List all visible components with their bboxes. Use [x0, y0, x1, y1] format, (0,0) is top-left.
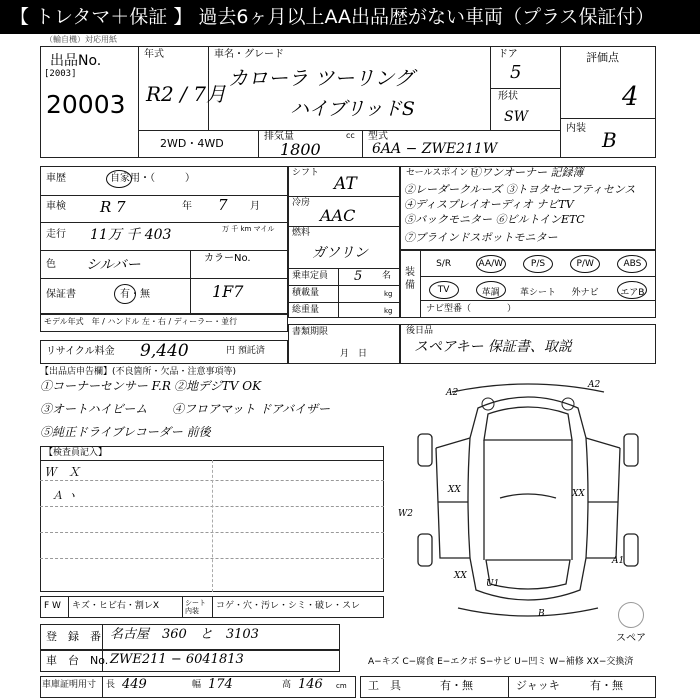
equipment-circle: [570, 255, 600, 273]
history-label: 車歴: [46, 173, 66, 184]
sales-point-3: ④ディスプレイオーディオ ナビTV: [404, 198, 574, 211]
interior-label: 内装: [566, 123, 586, 134]
cert-unit: cm: [336, 682, 347, 690]
fw-label: F W: [44, 601, 61, 611]
equipment-item: P/S: [530, 259, 546, 269]
equipment-item: AA/W: [478, 259, 504, 269]
load-label: 積載量: [292, 288, 320, 298]
equipment-item: 革調: [481, 288, 500, 298]
chassis-label: 車 台 No.: [46, 654, 109, 667]
aircon-label: 冷房: [292, 198, 311, 208]
jack-options: 有・無: [590, 679, 623, 692]
recycle-label: リサイクル料金: [46, 346, 115, 357]
inspection-year-label: 年: [182, 201, 192, 212]
mileage-value: 11万 千 403: [90, 227, 172, 243]
displacement-label: 排気量: [264, 131, 294, 142]
weight-label: 総重量: [292, 305, 320, 315]
equipment-item: S/R: [436, 259, 452, 269]
cert-len-label: 長: [106, 680, 116, 690]
lot-label: 出品No.: [50, 53, 102, 69]
fw-text: キズ・ヒビ右・割レX: [72, 601, 159, 611]
mileage-units: 万 千 km マイル: [222, 225, 275, 233]
shift-label: シフト: [292, 168, 320, 178]
damage-label-5: W2: [398, 509, 413, 519]
load-unit: kg: [384, 290, 393, 298]
cert-wid: 174: [208, 677, 233, 692]
year-label: 年式: [144, 49, 164, 60]
drive-label: 2WD・4WD: [160, 137, 224, 150]
equipment-item: 革シート: [519, 288, 556, 298]
inspection-label: 車検: [46, 201, 66, 212]
exhibitor-note-3: ③オートハイビーム: [40, 402, 148, 416]
model-grade: ハイブリッドS: [290, 98, 415, 120]
registration-label: 登 録 番: [46, 630, 101, 643]
exhibitor-note-5: ⑤純正ドライブレコーダー 前後: [40, 425, 211, 439]
seat-label: シート内装: [185, 599, 206, 615]
exhibitor-note-2: ②地デジTV OK: [174, 379, 262, 393]
header-note: （輸自機）対応用紙: [45, 35, 117, 44]
mileage-label: 走行: [46, 229, 66, 240]
color-code-label: カラーNo.: [204, 253, 251, 264]
damage-label-4: XX: [572, 489, 585, 499]
fuel-label: 燃料: [292, 228, 311, 238]
warranty-label: 保証書: [46, 289, 76, 300]
post-notes-value: スペアキー 保証書、取説: [414, 339, 572, 355]
shape-label: 形状: [498, 91, 518, 102]
shift-value: AT: [334, 174, 357, 194]
capacity-value: 5: [354, 269, 363, 284]
cert-wid-label: 幅: [192, 680, 202, 690]
displacement-value: 1800: [280, 140, 321, 159]
damage-label-8: A1: [612, 556, 625, 566]
cert-len: 449: [122, 677, 147, 692]
sales-points-label: セールスポイント: [406, 168, 478, 178]
warranty-circle: [114, 284, 136, 304]
lot-stamp: [2003]: [44, 69, 77, 79]
color-code: 1F7: [212, 282, 244, 301]
tools-label: 工 具: [368, 679, 401, 692]
sales-point-5: ⑦ブラインドスポットモニター: [404, 231, 558, 244]
score-value: 4: [622, 82, 639, 112]
model-code-value: 6AA − ZWE211W: [372, 141, 498, 157]
cert-hei-label: 高: [282, 680, 292, 690]
equipment-item: エアB: [620, 288, 645, 298]
sales-point-4: ⑤バックモニター ⑥ビルトインETC: [404, 213, 585, 226]
history-circle: [106, 170, 132, 188]
capacity-label: 乗車定員: [292, 271, 329, 281]
recycle-unit: 円 預託済: [226, 346, 265, 356]
inspection-month-label: 月: [250, 201, 260, 212]
score-label: 評価点: [586, 51, 619, 64]
inspector-line-2: Ａ ヽ: [52, 489, 78, 502]
inspector-label: 【検査員記入】: [44, 448, 108, 458]
damage-label-9: B: [538, 609, 545, 619]
sales-point-1: ①ワンオーナー 記録簿: [470, 166, 584, 179]
damage-legend: A−キズ C−腐食 E−エクボ S−サビ U−凹ミ W−補修 XX−交換済: [368, 657, 634, 667]
chassis-value: ZWE211 − 6041813: [110, 652, 244, 667]
doors-value: 5: [510, 62, 522, 83]
equipment-item: P/W: [576, 259, 594, 269]
exhibitor-note-1: ①コーナーセンサー F.R: [40, 379, 171, 393]
damage-label-3: XX: [448, 485, 461, 495]
interior-value: B: [602, 128, 617, 152]
equipment-circle: [476, 255, 506, 273]
damage-label-1: A2: [446, 388, 459, 398]
sales-point-2: ②レーダークルーズ ③トヨタセーフティセンス: [404, 183, 636, 196]
banner: 【 トレタマ＋保証 】 過去6ヶ月以上AA出品歴がない車両（プラス保証付）: [0, 0, 700, 34]
cert-label: 車庫証明用寸: [42, 680, 97, 690]
equipment-item: 外ナビ: [571, 288, 599, 298]
docs-expiry-unit: 月 日: [340, 349, 368, 359]
shape-value: SW: [504, 109, 528, 125]
exhibitor-note-4: ④フロアマット ドアバイザー: [172, 402, 331, 416]
damage-label-7: XX: [454, 571, 467, 581]
post-notes-label: 後日品: [406, 326, 434, 336]
equipment-circle: [523, 255, 553, 273]
car-damage-diagram: [396, 378, 660, 618]
damage-label-6: U1: [486, 579, 500, 589]
displacement-unit: cc: [346, 131, 355, 140]
equipment-circle: [429, 281, 459, 299]
inspection-value: R 7: [100, 198, 126, 216]
equipment-label: 装備: [405, 267, 415, 291]
docs-expiry-label: 書類期限: [292, 327, 329, 337]
weight-unit: kg: [384, 307, 393, 315]
fuel-value: ガソリン: [312, 245, 368, 261]
spare-label: スペア: [616, 633, 646, 644]
navi-model-label: ナビ型番（ ）: [426, 304, 517, 314]
history-options: 自家用・（ ）: [110, 173, 195, 184]
options-row-text: モデル年式 年 / ハンドル 左・右 / ディーラー・並行: [44, 317, 238, 326]
equipment-item: TV: [437, 285, 450, 295]
lot-number: 20003: [46, 90, 126, 119]
exhibitor-notes-label: 【出品店申告欄】(不良箇所・欠品・注意事項等): [40, 367, 237, 377]
damage-label-2: A2: [588, 380, 601, 390]
inspection-month: 7: [218, 196, 228, 214]
inspector-line-1: Ｗ Ｘ: [44, 465, 81, 479]
spare-tire-icon: [618, 602, 644, 628]
equipment-item: ABS: [623, 259, 642, 269]
warranty-options: 有・無: [120, 289, 150, 300]
year-value: R2 / 7月: [146, 82, 226, 106]
seat-text: コゲ・穴・汚レ・シミ・破レ・スレ: [216, 601, 361, 611]
aircon-value: AAC: [320, 206, 356, 225]
cert-hei: 146: [298, 677, 323, 692]
equipment-circle: [476, 281, 506, 299]
registration-value: 名古屋 360 と 3103: [110, 627, 259, 642]
capacity-unit: 名: [382, 271, 392, 281]
color-value: シルバー: [86, 257, 141, 273]
jack-label: ジャッキ: [516, 679, 560, 692]
color-label: 色: [46, 259, 56, 270]
tools-options: 有・無: [440, 679, 473, 692]
model-label: 車名・グレード: [214, 49, 284, 60]
model-name: カローラ ツーリング: [228, 66, 414, 90]
recycle-value: 9,440: [140, 341, 189, 361]
doors-label: ドア: [498, 49, 518, 60]
model-code-label: 型式: [368, 131, 388, 142]
